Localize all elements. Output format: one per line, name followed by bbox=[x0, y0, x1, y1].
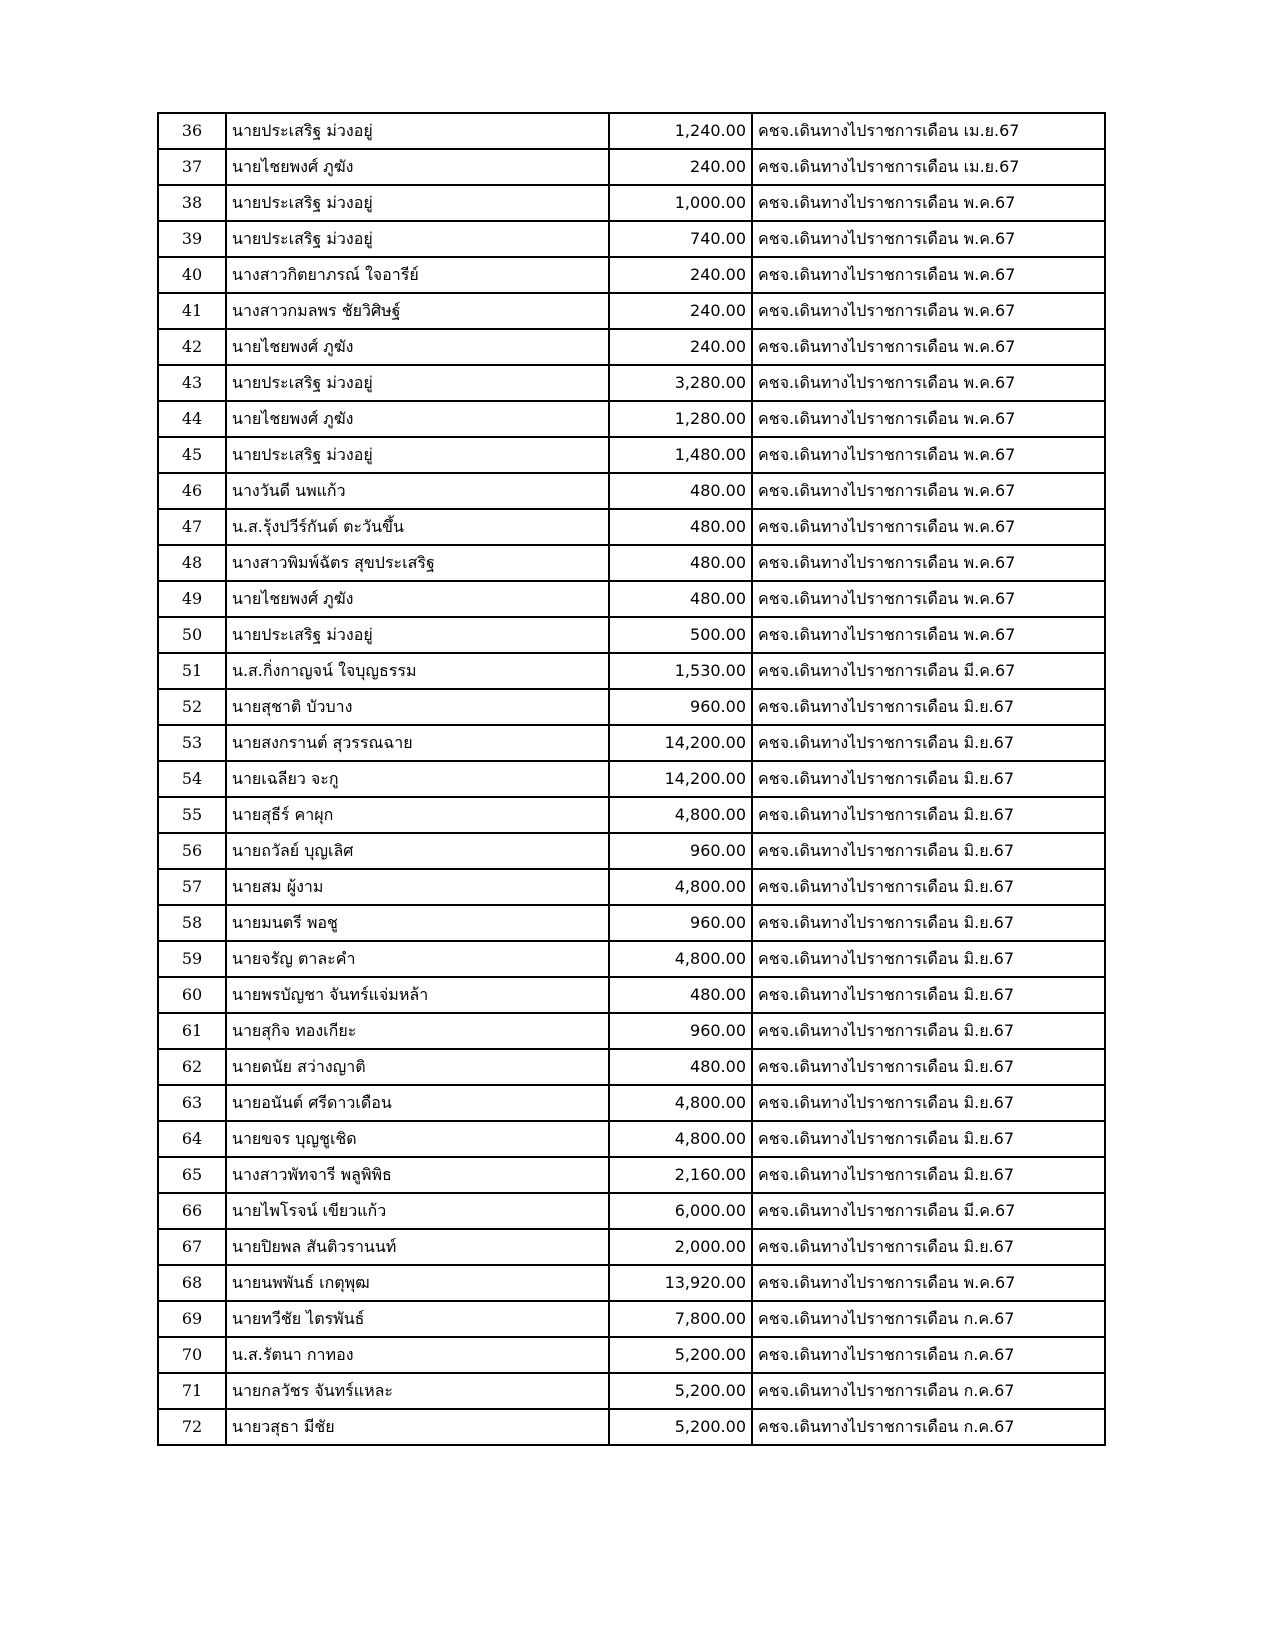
name-cell: นายนพพันธ์ เกตุพุฒ bbox=[226, 1265, 609, 1301]
row-number-cell: 58 bbox=[158, 905, 226, 941]
row-number-cell: 39 bbox=[158, 221, 226, 257]
description-cell: คชจ.เดินทางไปราชการเดือน พ.ค.67 bbox=[752, 185, 1105, 221]
name-cell: นายดนัย สว่างญาติ bbox=[226, 1049, 609, 1085]
description-cell: คชจ.เดินทางไปราชการเดือน มิ.ย.67 bbox=[752, 833, 1105, 869]
description-cell: คชจ.เดินทางไปราชการเดือน ก.ค.67 bbox=[752, 1373, 1105, 1409]
row-number-cell: 45 bbox=[158, 437, 226, 473]
amount-cell: 960.00 bbox=[609, 905, 752, 941]
table-row bbox=[158, 473, 1105, 509]
table-row bbox=[158, 977, 1105, 1013]
amount-cell: 1,240.00 bbox=[609, 113, 752, 149]
name-cell: น.ส.กิ่งกาญจน์ ใจบุญธรรม bbox=[226, 653, 609, 689]
row-number-cell: 54 bbox=[158, 761, 226, 797]
row-number-cell: 50 bbox=[158, 617, 226, 653]
table-row bbox=[158, 725, 1105, 761]
table-row bbox=[158, 365, 1105, 401]
amount-cell: 4,800.00 bbox=[609, 869, 752, 905]
row-number-cell: 59 bbox=[158, 941, 226, 977]
table-row bbox=[158, 1085, 1105, 1121]
table-row bbox=[158, 185, 1105, 221]
name-cell: นายมนตรี พอชู bbox=[226, 905, 609, 941]
amount-cell: 4,800.00 bbox=[609, 1121, 752, 1157]
table-row bbox=[158, 401, 1105, 437]
name-cell: นายพรบัญชา จันทร์แจ่มหล้า bbox=[226, 977, 609, 1013]
description-cell: คชจ.เดินทางไปราชการเดือน พ.ค.67 bbox=[752, 329, 1105, 365]
name-cell: นายประเสริฐ ม่วงอยู่ bbox=[226, 437, 609, 473]
row-number-cell: 52 bbox=[158, 689, 226, 725]
description-cell: คชจ.เดินทางไปราชการเดือน มิ.ย.67 bbox=[752, 797, 1105, 833]
row-number-cell: 47 bbox=[158, 509, 226, 545]
table-row bbox=[158, 1157, 1105, 1193]
amount-cell: 960.00 bbox=[609, 833, 752, 869]
table-row bbox=[158, 1409, 1105, 1445]
description-cell: คชจ.เดินทางไปราชการเดือน มิ.ย.67 bbox=[752, 1121, 1105, 1157]
row-number-cell: 68 bbox=[158, 1265, 226, 1301]
description-cell: คชจ.เดินทางไปราชการเดือน ก.ค.67 bbox=[752, 1337, 1105, 1373]
table-row bbox=[158, 833, 1105, 869]
name-cell: นายสงกรานต์ สุวรรณฉาย bbox=[226, 725, 609, 761]
amount-cell: 5,200.00 bbox=[609, 1409, 752, 1445]
row-number-cell: 55 bbox=[158, 797, 226, 833]
amount-cell: 1,000.00 bbox=[609, 185, 752, 221]
expense-table-body bbox=[158, 113, 1105, 1445]
amount-cell: 500.00 bbox=[609, 617, 752, 653]
table-row bbox=[158, 437, 1105, 473]
amount-cell: 240.00 bbox=[609, 257, 752, 293]
table-row bbox=[158, 653, 1105, 689]
row-number-cell: 41 bbox=[158, 293, 226, 329]
row-number-cell: 72 bbox=[158, 1409, 226, 1445]
amount-cell: 1,530.00 bbox=[609, 653, 752, 689]
row-number-cell: 53 bbox=[158, 725, 226, 761]
amount-cell: 4,800.00 bbox=[609, 1085, 752, 1121]
amount-cell: 240.00 bbox=[609, 149, 752, 185]
row-number-cell: 44 bbox=[158, 401, 226, 437]
row-number-cell: 63 bbox=[158, 1085, 226, 1121]
description-cell: คชจ.เดินทางไปราชการเดือน พ.ค.67 bbox=[752, 509, 1105, 545]
description-cell: คชจ.เดินทางไปราชการเดือน มิ.ย.67 bbox=[752, 1085, 1105, 1121]
name-cell: นายไชยพงศ์ ภูฆัง bbox=[226, 329, 609, 365]
table-row bbox=[158, 329, 1105, 365]
table-row bbox=[158, 509, 1105, 545]
name-cell: นายจรัญ ตาละคำ bbox=[226, 941, 609, 977]
table-row bbox=[158, 1013, 1105, 1049]
table-row bbox=[158, 1229, 1105, 1265]
amount-cell: 480.00 bbox=[609, 1049, 752, 1085]
name-cell: นายสุชาติ บัวบาง bbox=[226, 689, 609, 725]
description-cell: คชจ.เดินทางไปราชการเดือน เม.ย.67 bbox=[752, 113, 1105, 149]
description-cell: คชจ.เดินทางไปราชการเดือน มิ.ย.67 bbox=[752, 1049, 1105, 1085]
table-row bbox=[158, 293, 1105, 329]
table-row bbox=[158, 1301, 1105, 1337]
table-row bbox=[158, 689, 1105, 725]
name-cell: นายไชยพงศ์ ภูฆัง bbox=[226, 149, 609, 185]
description-cell: คชจ.เดินทางไปราชการเดือน พ.ค.67 bbox=[752, 581, 1105, 617]
amount-cell: 3,280.00 bbox=[609, 365, 752, 401]
description-cell: คชจ.เดินทางไปราชการเดือน เม.ย.67 bbox=[752, 149, 1105, 185]
name-cell: นางสาวกิตยาภรณ์ ใจอารีย์ bbox=[226, 257, 609, 293]
amount-cell: 6,000.00 bbox=[609, 1193, 752, 1229]
row-number-cell: 67 bbox=[158, 1229, 226, 1265]
amount-cell: 240.00 bbox=[609, 293, 752, 329]
table-row bbox=[158, 1265, 1105, 1301]
description-cell: คชจ.เดินทางไปราชการเดือน มิ.ย.67 bbox=[752, 1229, 1105, 1265]
row-number-cell: 38 bbox=[158, 185, 226, 221]
description-cell: คชจ.เดินทางไปราชการเดือน มิ.ย.67 bbox=[752, 1013, 1105, 1049]
table-row bbox=[158, 149, 1105, 185]
amount-cell: 480.00 bbox=[609, 977, 752, 1013]
expense-table bbox=[157, 112, 1106, 1446]
row-number-cell: 36 bbox=[158, 113, 226, 149]
amount-cell: 2,160.00 bbox=[609, 1157, 752, 1193]
amount-cell: 240.00 bbox=[609, 329, 752, 365]
table-row bbox=[158, 1193, 1105, 1229]
description-cell: คชจ.เดินทางไปราชการเดือน มิ.ย.67 bbox=[752, 977, 1105, 1013]
row-number-cell: 64 bbox=[158, 1121, 226, 1157]
name-cell: นายประเสริฐ ม่วงอยู่ bbox=[226, 617, 609, 653]
description-cell: คชจ.เดินทางไปราชการเดือน พ.ค.67 bbox=[752, 437, 1105, 473]
name-cell: นางสาวกมลพร ชัยวิศิษฐ์ bbox=[226, 293, 609, 329]
amount-cell: 4,800.00 bbox=[609, 941, 752, 977]
name-cell: นายสม ผู้งาม bbox=[226, 869, 609, 905]
description-cell: คชจ.เดินทางไปราชการเดือน พ.ค.67 bbox=[752, 545, 1105, 581]
description-cell: คชจ.เดินทางไปราชการเดือน มิ.ย.67 bbox=[752, 1157, 1105, 1193]
amount-cell: 1,280.00 bbox=[609, 401, 752, 437]
name-cell: นายขจร บุญชูเชิด bbox=[226, 1121, 609, 1157]
name-cell: นายสุธีร์ คาผุก bbox=[226, 797, 609, 833]
row-number-cell: 65 bbox=[158, 1157, 226, 1193]
table-row bbox=[158, 905, 1105, 941]
row-number-cell: 66 bbox=[158, 1193, 226, 1229]
name-cell: นายวสุธา มีชัย bbox=[226, 1409, 609, 1445]
row-number-cell: 70 bbox=[158, 1337, 226, 1373]
description-cell: คชจ.เดินทางไปราชการเดือน มิ.ย.67 bbox=[752, 941, 1105, 977]
amount-cell: 740.00 bbox=[609, 221, 752, 257]
name-cell: นายกลวัชร จันทร์แหละ bbox=[226, 1373, 609, 1409]
amount-cell: 5,200.00 bbox=[609, 1373, 752, 1409]
description-cell: คชจ.เดินทางไปราชการเดือน พ.ค.67 bbox=[752, 401, 1105, 437]
row-number-cell: 56 bbox=[158, 833, 226, 869]
amount-cell: 960.00 bbox=[609, 1013, 752, 1049]
description-cell: คชจ.เดินทางไปราชการเดือน พ.ค.67 bbox=[752, 1265, 1105, 1301]
name-cell: นางวันดี นพแก้ว bbox=[226, 473, 609, 509]
amount-cell: 7,800.00 bbox=[609, 1301, 752, 1337]
row-number-cell: 57 bbox=[158, 869, 226, 905]
row-number-cell: 62 bbox=[158, 1049, 226, 1085]
name-cell: นายอนันต์ ศรีดาวเดือน bbox=[226, 1085, 609, 1121]
name-cell: นายไชยพงศ์ ภูฆัง bbox=[226, 401, 609, 437]
row-number-cell: 61 bbox=[158, 1013, 226, 1049]
name-cell: นายทวีชัย ไตรพันธ์ bbox=[226, 1301, 609, 1337]
table-row bbox=[158, 257, 1105, 293]
name-cell: นายประเสริฐ ม่วงอยู่ bbox=[226, 221, 609, 257]
name-cell: นายไพโรจน์ เขียวแก้ว bbox=[226, 1193, 609, 1229]
amount-cell: 2,000.00 bbox=[609, 1229, 752, 1265]
description-cell: คชจ.เดินทางไปราชการเดือน ก.ค.67 bbox=[752, 1409, 1105, 1445]
row-number-cell: 49 bbox=[158, 581, 226, 617]
table-row bbox=[158, 1337, 1105, 1373]
table-row bbox=[158, 1121, 1105, 1157]
description-cell: คชจ.เดินทางไปราชการเดือน พ.ค.67 bbox=[752, 257, 1105, 293]
row-number-cell: 43 bbox=[158, 365, 226, 401]
description-cell: คชจ.เดินทางไปราชการเดือน มิ.ย.67 bbox=[752, 761, 1105, 797]
description-cell: คชจ.เดินทางไปราชการเดือน มิ.ย.67 bbox=[752, 725, 1105, 761]
row-number-cell: 46 bbox=[158, 473, 226, 509]
name-cell: นายถวัลย์ บุญเลิศ bbox=[226, 833, 609, 869]
description-cell: คชจ.เดินทางไปราชการเดือน มิ.ย.67 bbox=[752, 905, 1105, 941]
description-cell: คชจ.เดินทางไปราชการเดือน มี.ค.67 bbox=[752, 653, 1105, 689]
description-cell: คชจ.เดินทางไปราชการเดือน พ.ค.67 bbox=[752, 365, 1105, 401]
name-cell: นางสาวพัทจารี พลูพิพิธ bbox=[226, 1157, 609, 1193]
row-number-cell: 40 bbox=[158, 257, 226, 293]
table-row bbox=[158, 1373, 1105, 1409]
name-cell: นายประเสริฐ ม่วงอยู่ bbox=[226, 185, 609, 221]
description-cell: คชจ.เดินทางไปราชการเดือน มิ.ย.67 bbox=[752, 869, 1105, 905]
table-row bbox=[158, 113, 1105, 149]
table-row bbox=[158, 581, 1105, 617]
name-cell: นายสุกิจ ทองเกียะ bbox=[226, 1013, 609, 1049]
table-row bbox=[158, 221, 1105, 257]
amount-cell: 13,920.00 bbox=[609, 1265, 752, 1301]
row-number-cell: 60 bbox=[158, 977, 226, 1013]
description-cell: คชจ.เดินทางไปราชการเดือน พ.ค.67 bbox=[752, 293, 1105, 329]
name-cell: นายปิยพล สันติวรานนท์ bbox=[226, 1229, 609, 1265]
table-row bbox=[158, 761, 1105, 797]
row-number-cell: 37 bbox=[158, 149, 226, 185]
row-number-cell: 42 bbox=[158, 329, 226, 365]
amount-cell: 5,200.00 bbox=[609, 1337, 752, 1373]
table-row bbox=[158, 1049, 1105, 1085]
row-number-cell: 69 bbox=[158, 1301, 226, 1337]
description-cell: คชจ.เดินทางไปราชการเดือน พ.ค.67 bbox=[752, 473, 1105, 509]
amount-cell: 960.00 bbox=[609, 689, 752, 725]
name-cell: นายประเสริฐ ม่วงอยู่ bbox=[226, 113, 609, 149]
description-cell: คชจ.เดินทางไปราชการเดือน ก.ค.67 bbox=[752, 1301, 1105, 1337]
table-row bbox=[158, 941, 1105, 977]
description-cell: คชจ.เดินทางไปราชการเดือน พ.ค.67 bbox=[752, 617, 1105, 653]
description-cell: คชจ.เดินทางไปราชการเดือน มี.ค.67 bbox=[752, 1193, 1105, 1229]
name-cell: นายเฉลียว จะกู bbox=[226, 761, 609, 797]
name-cell: นางสาวพิมพ์ฉัตร สุขประเสริฐ bbox=[226, 545, 609, 581]
name-cell: นายไชยพงศ์ ภูฆัง bbox=[226, 581, 609, 617]
name-cell: น.ส.รุ้งปวีร์กันต์ ตะวันขึ้น bbox=[226, 509, 609, 545]
amount-cell: 480.00 bbox=[609, 509, 752, 545]
row-number-cell: 71 bbox=[158, 1373, 226, 1409]
table-row bbox=[158, 617, 1105, 653]
amount-cell: 1,480.00 bbox=[609, 437, 752, 473]
amount-cell: 480.00 bbox=[609, 545, 752, 581]
amount-cell: 14,200.00 bbox=[609, 725, 752, 761]
amount-cell: 4,800.00 bbox=[609, 797, 752, 833]
row-number-cell: 48 bbox=[158, 545, 226, 581]
amount-cell: 480.00 bbox=[609, 581, 752, 617]
row-number-cell: 51 bbox=[158, 653, 226, 689]
name-cell: น.ส.รัตนา กาทอง bbox=[226, 1337, 609, 1373]
name-cell: นายประเสริฐ ม่วงอยู่ bbox=[226, 365, 609, 401]
description-cell: คชจ.เดินทางไปราชการเดือน มิ.ย.67 bbox=[752, 689, 1105, 725]
table-row bbox=[158, 869, 1105, 905]
amount-cell: 14,200.00 bbox=[609, 761, 752, 797]
table-row bbox=[158, 797, 1105, 833]
amount-cell: 480.00 bbox=[609, 473, 752, 509]
table-row bbox=[158, 545, 1105, 581]
description-cell: คชจ.เดินทางไปราชการเดือน พ.ค.67 bbox=[752, 221, 1105, 257]
